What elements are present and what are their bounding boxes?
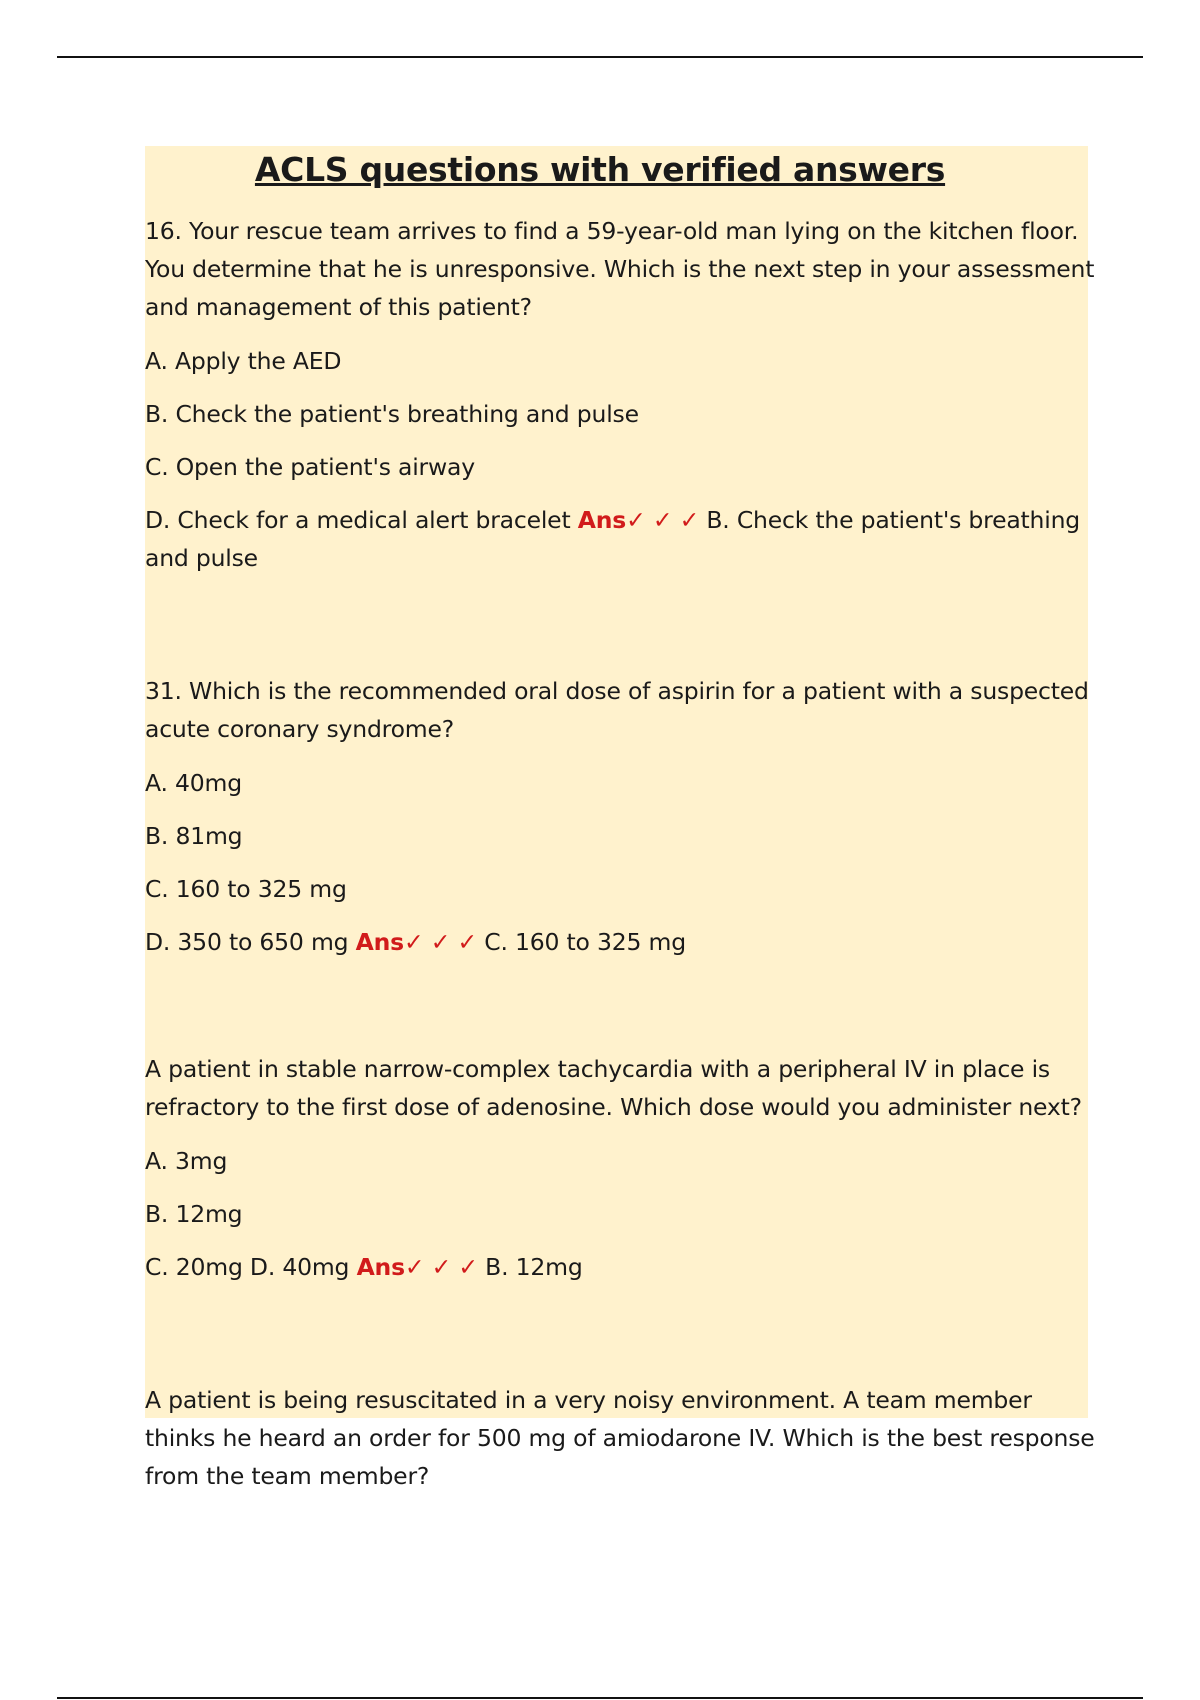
answer-option: B. 12mg [145,1200,243,1228]
correct-answer: B. 12mg [485,1253,583,1281]
checkmark-icon: ✓ ✓ ✓ [403,928,477,956]
answer-line [145,923,1095,961]
footer-rule [57,1697,1143,1699]
header-rule [57,56,1143,58]
question-block [145,672,1095,961]
answer-option: C. Open the patient's airway [145,453,475,481]
answer-option: A. 40mg [145,769,242,797]
answer-line [145,501,1095,577]
answer-marker: Ans [355,928,404,956]
correct-answer: B. Check the patient's breathing and pulse [145,506,1080,572]
answer-option: B. 81mg [145,822,243,850]
question-block [145,1381,1095,1495]
checkmark-icon: ✓ ✓ ✓ [626,506,700,534]
answer-option: D. Check for a medical alert bracelet [145,506,571,534]
question-block [145,1050,1095,1286]
question-text: A patient in stable narrow-complex tachycardia with a peripheral IV in place is refractory to the first dose of adenosine. Which dose would you administer next? [145,1055,1082,1121]
document-title: ACLS questions with verified answers [254,150,946,189]
question-text: 31. Which is the recommended oral dose of aspirin for a patient with a suspected acute coronary syndrome? [145,677,1089,743]
answer-option: D. 350 to 650 mg [145,928,349,956]
answer-marker: Ans [356,1253,405,1281]
correct-answer: C. 160 to 325 mg [484,928,686,956]
answer-option: B. Check the patient's breathing and pulse [145,400,639,428]
question-text: 16. Your rescue team arrives to find a 59-year-old man lying on the kitchen floor. You determine that he is unresponsive. Which is the next step in your assessment and management of this patient? [145,217,1095,321]
answer-option: A. 3mg [145,1147,228,1175]
answer-marker: Ans [577,506,627,534]
answer-option: A. Apply the AED [145,347,342,375]
document-body [145,212,1095,1511]
answer-option: C. 20mg D. 40mg [145,1253,350,1281]
answer-line [145,1248,1095,1286]
answer-option: C. 160 to 325 mg [145,875,347,903]
question-text: A patient is being resuscitated in a very noisy environment. A team member thinks he heard an order for 500 mg of amiodarone IV. Which is the best response from the team member? [145,1386,1095,1490]
question-block [145,212,1095,577]
checkmark-icon: ✓ ✓ ✓ [404,1253,478,1281]
